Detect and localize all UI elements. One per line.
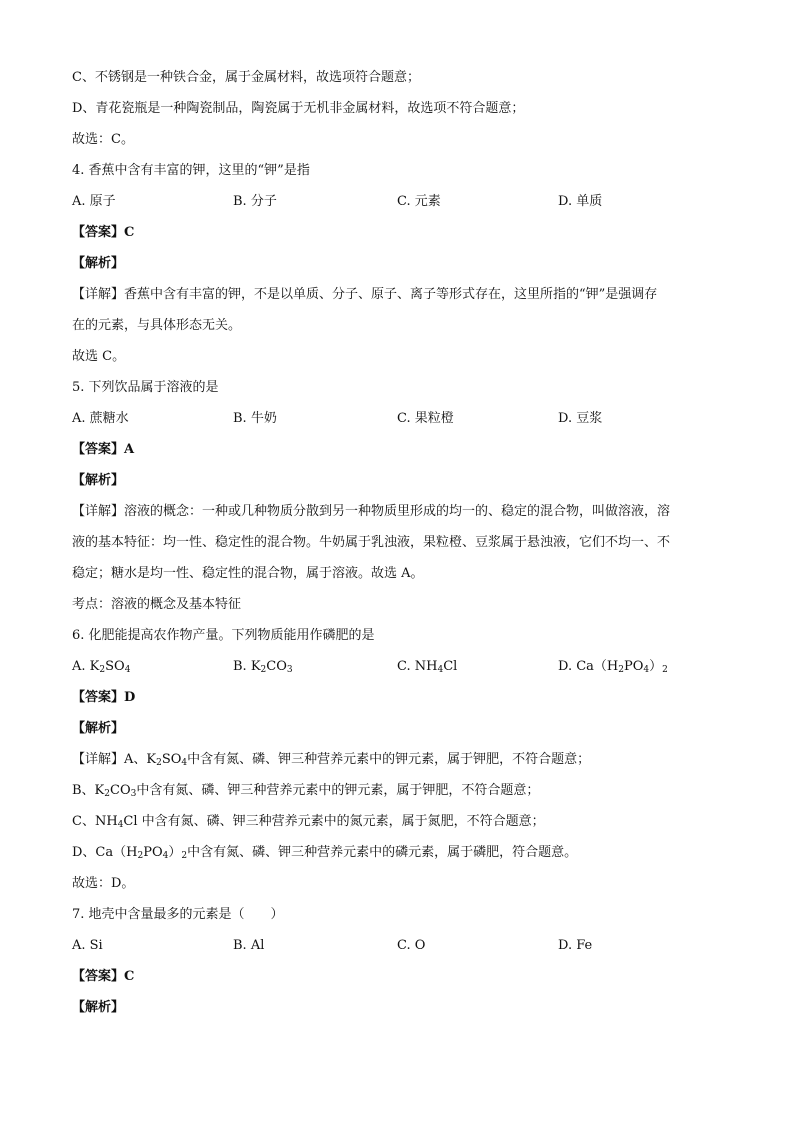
option-c: C. 果粒橙 xyxy=(397,411,454,426)
text-line: D、青花瓷瓶是一种陶瓷制品，陶瓷属于无机非金属材料，故选项不符合题意； xyxy=(72,101,525,116)
question-7-stem: 7. 地壳中含量最多的元素是（ ） xyxy=(72,907,284,922)
answer-label: 【答案】D xyxy=(72,690,136,705)
detail-line: 稳定；糖水是均一性、稳定性的混合物，属于溶液。故选 A。 xyxy=(72,566,424,581)
option-b: B. $K_2CO_3$ xyxy=(233,659,293,675)
knowledge-point: 考点：溶液的概念及基本特征 xyxy=(72,597,242,612)
document-page xyxy=(72,62,732,1023)
option-a: A. 原子 xyxy=(72,194,116,209)
option-d: D. 豆浆 xyxy=(558,411,603,426)
option-a: A. Si xyxy=(72,938,103,953)
question-5-options xyxy=(72,403,732,434)
option-c: C. 元素 xyxy=(397,194,441,209)
analysis-label: 【解析】 xyxy=(72,473,125,488)
answer-label: 【答案】C xyxy=(72,225,135,240)
answer-label: 【答案】C xyxy=(72,969,135,984)
analysis-label: 【解析】 xyxy=(72,721,125,736)
detail-line: 液的基本特征：均一性、稳定性的混合物。牛奶属于乳浊液，果粒橙、豆浆属于悬浊液，它们不均一、不 xyxy=(72,535,671,550)
text-line: 故选：C。 xyxy=(72,132,134,147)
option-c: C. $NH_4Cl$ xyxy=(397,659,458,675)
option-b: B. 牛奶 xyxy=(233,411,277,426)
detail-line: 在的元素，与具体形态无关。 xyxy=(72,318,242,333)
question-6-options xyxy=(72,651,732,682)
answer-label: 【答案】A xyxy=(72,442,135,457)
detail-line: 【详解】香蕉中含有丰富的钾，不是以单质、分子、原子、离子等形式存在，这里所指的“钾”是强调存 xyxy=(72,287,658,302)
option-c: C. O xyxy=(397,938,426,953)
detail-line: C、$NH_4Cl$ 中含有氮、磷、钾三种营养元素中的氮元素，属于氮肥，不符合题意； xyxy=(72,814,545,830)
analysis-label: 【解析】 xyxy=(72,1000,125,1015)
option-b: B. Al xyxy=(233,938,265,953)
question-7-options xyxy=(72,930,732,961)
detail-line: D、$Ca(H_2PO_4)_2$中含有氮、磷、钾三种营养元素中的磷元素，属于磷肥，符合题意。 xyxy=(72,845,578,861)
option-d: D. $Ca(H_2PO_4)_2$ xyxy=(558,659,668,675)
question-6-stem: 6. 化肥能提高农作物产量。下列物质能用作磷肥的是 xyxy=(72,628,375,643)
text-line: C、不锈钢是一种铁合金，属于金属材料，故选项符合题意； xyxy=(72,70,420,85)
question-4-stem: 4. 香蕉中含有丰富的钾，这里的“钾”是指 xyxy=(72,163,310,178)
option-d: D. 单质 xyxy=(558,194,603,209)
conclusion: 故选 C。 xyxy=(72,349,126,364)
option-d: D. Fe xyxy=(558,938,593,953)
conclusion: 故选：D。 xyxy=(72,876,135,891)
option-a: A. $K_2SO_4$ xyxy=(72,659,131,675)
option-b: B. 分子 xyxy=(233,194,277,209)
detail-line: 【详解】溶液的概念：一种或几种物质分散到另一种物质里形成的均一的、稳定的混合物，叫做溶液，溶 xyxy=(72,504,671,519)
detail-line: B、$K_2CO_3$中含有氮、磷、钾三种营养元素中的钾元素，属于钾肥，不符合题意； xyxy=(72,783,540,799)
question-4-options xyxy=(72,186,732,217)
detail-line: 【详解】A、$K_2SO_4$中含有氮、磷、钾三种营养元素中的钾元素，属于钾肥，不符合题意； xyxy=(72,752,591,768)
analysis-label: 【解析】 xyxy=(72,256,125,271)
question-5-stem: 5. 下列饮品属于溶液的是 xyxy=(72,380,219,395)
option-a: A. 蔗糖水 xyxy=(72,411,129,426)
